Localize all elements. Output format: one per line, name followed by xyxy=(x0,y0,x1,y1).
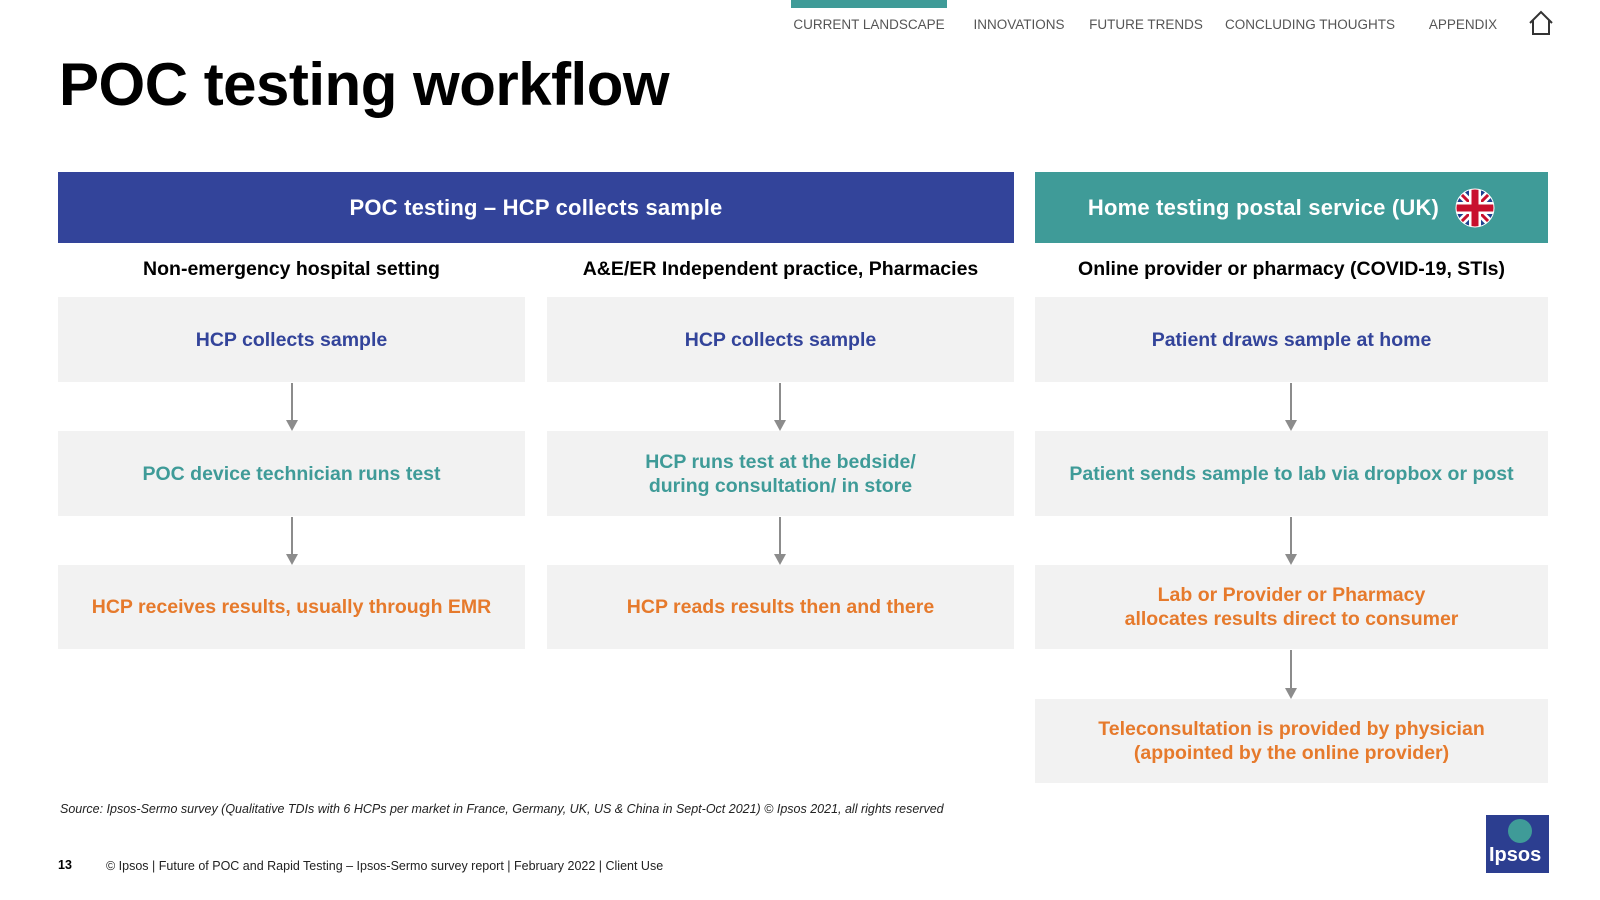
logo-mark xyxy=(1508,819,1532,843)
logo-text: Ipsos xyxy=(1489,844,1542,866)
poc-testing-header xyxy=(58,172,1014,243)
column-3-subtitle: Online provider or pharmacy (COVID-19, STIs) xyxy=(1078,258,1505,280)
source-note: Source: Ipsos-Sermo survey (Qualitative TDIs with 6 HCPs per market in France, Germany, UK, US & China in Sept-Oct 2021) © Ipsos 2021, all rights reserved xyxy=(60,802,944,816)
flow-arrow xyxy=(285,517,299,565)
flow-arrow xyxy=(773,383,787,431)
page-title: POC testing workflow xyxy=(59,51,670,118)
nav-tab-future-trends[interactable]: FUTURE TRENDS xyxy=(1089,17,1203,32)
flow-step-text: HCP runs test at the bedside/ during consultation/ in store xyxy=(645,450,916,497)
flow-arrow xyxy=(285,383,299,431)
flow-step-text: HCP receives results, usually through EMR xyxy=(91,596,492,618)
home-testing-header-label: Home testing postal service (UK) xyxy=(1087,194,1440,220)
flow-step xyxy=(1035,297,1548,382)
flow-step xyxy=(547,431,1014,516)
flow-arrow xyxy=(1284,383,1298,431)
flow-arrow xyxy=(1284,650,1298,699)
flow-step-text: Patient draws sample at home xyxy=(1151,328,1432,351)
flow-step xyxy=(547,565,1014,649)
home-testing-header xyxy=(1035,172,1548,243)
flow-step-text: POC device technician runs test xyxy=(142,462,441,485)
flow-step-text: HCP collects sample xyxy=(684,328,877,351)
nav-tab-current-landscape[interactable]: CURRENT LANDSCAPE xyxy=(791,0,947,40)
page-number: 13 xyxy=(58,858,72,872)
nav-tab-concluding-thoughts[interactable]: CONCLUDING THOUGHTS xyxy=(1224,17,1395,32)
footer-text: © Ipsos | Future of POC and Rapid Testing – Ipsos-Sermo survey report | February 2022 | Client Use xyxy=(106,859,664,873)
flow-step-text: Teleconsultation is provided by physician (appointed by the online provider) xyxy=(1098,718,1485,764)
flow-arrow xyxy=(773,517,787,565)
flow-step xyxy=(1035,699,1548,783)
flow-step xyxy=(1035,431,1548,516)
home-icon[interactable] xyxy=(1527,9,1555,37)
flow-arrow xyxy=(1284,517,1298,565)
flow-step-text: HCP collects sample xyxy=(195,328,388,351)
flow-step xyxy=(58,565,525,649)
flow-step-text: Lab or Provider or Pharmacy allocates results direct to consumer xyxy=(1124,584,1459,630)
column-1-subtitle: Non-emergency hospital setting xyxy=(143,258,440,280)
flow-step xyxy=(58,431,525,516)
flow-step-text: Patient sends sample to lab via dropbox or post xyxy=(1069,462,1514,485)
column-2-subtitle: A&E/ER Independent practice, Pharmacies xyxy=(582,258,979,280)
flow-step-text: HCP reads results then and there xyxy=(626,596,935,618)
flow-step xyxy=(58,297,525,382)
poc-testing-header-label: POC testing – HCP collects sample xyxy=(349,194,723,220)
nav-tab-innovations[interactable]: INNOVATIONS xyxy=(973,17,1065,32)
flow-step xyxy=(547,297,1014,382)
uk-flag-icon xyxy=(1455,188,1495,228)
nav-tab-appendix[interactable]: APPENDIX xyxy=(1428,17,1498,32)
ipsos-logo xyxy=(1486,815,1549,873)
flow-step xyxy=(1035,565,1548,649)
